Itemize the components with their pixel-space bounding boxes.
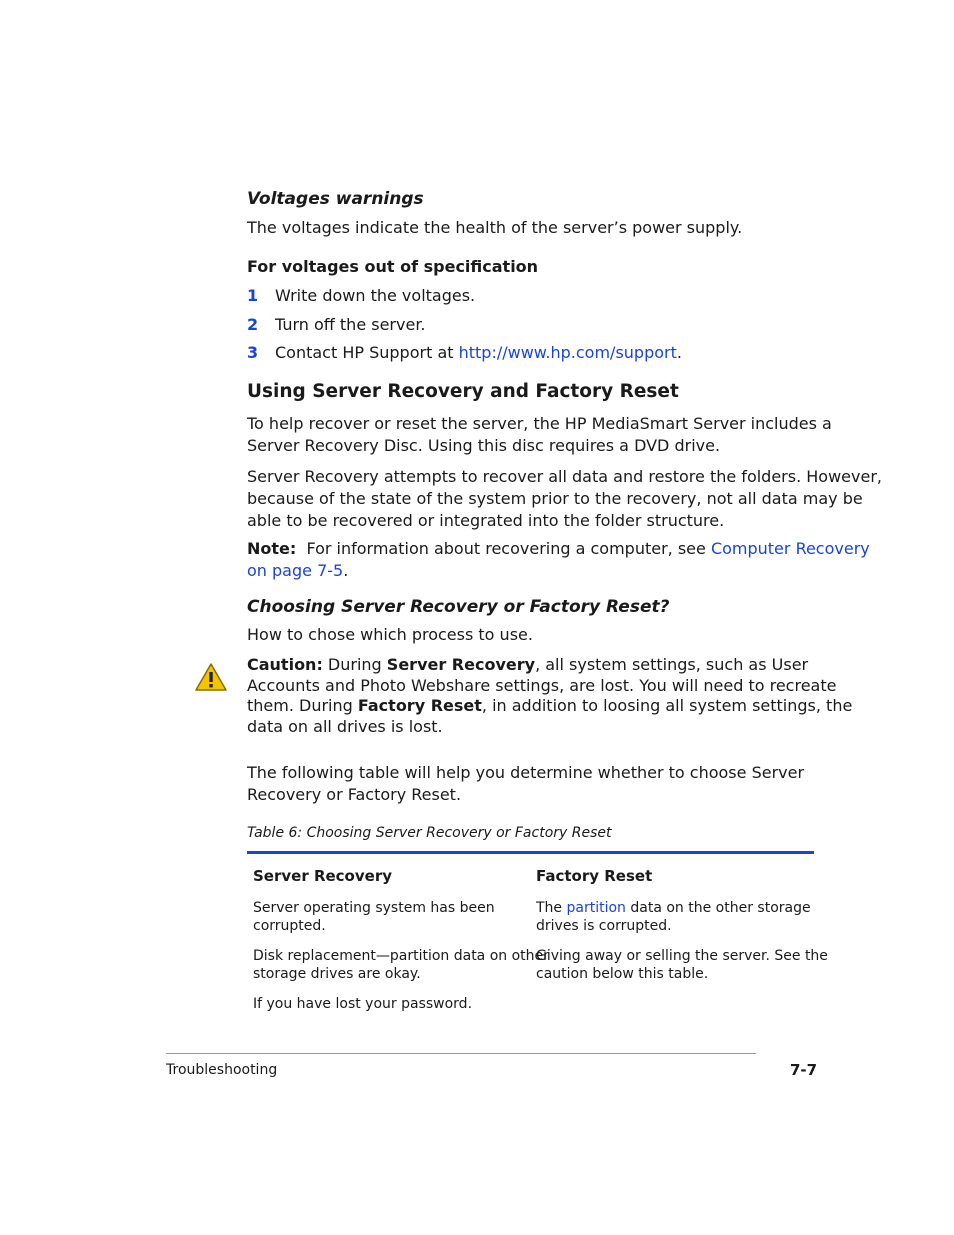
table-top-rule — [247, 851, 814, 854]
computer-recovery-link[interactable]: Computer Recovery — [710, 539, 870, 558]
subheading-out-of-spec: For voltages out of specification — [247, 257, 539, 276]
voltages-intro: The voltages indicate the health of the server’s power supply. — [247, 218, 743, 237]
cell-line: caution below this table. — [536, 966, 709, 982]
recovery-paragraph-2 — [247, 466, 882, 532]
cell-line: corrupted. — [253, 918, 326, 934]
hp-support-link[interactable]: http://www.hp.com/support — [458, 343, 677, 362]
caution-text: , all system settings, such as User — [535, 655, 809, 674]
table-cell — [536, 947, 828, 983]
note-label: Note: — [247, 539, 297, 558]
table-cell — [253, 995, 472, 1013]
warning-icon — [194, 662, 228, 692]
computer-recovery-link-page[interactable]: on page 7-5 — [247, 561, 344, 580]
caution-block — [247, 655, 852, 737]
cell-line: Giving away or selling the server. See the — [536, 948, 828, 964]
section-heading-recovery: Using Server Recovery and Factory Reset — [247, 381, 679, 402]
step-3 — [247, 342, 682, 364]
caution-text: data on all drives is lost. — [247, 716, 443, 736]
caution-label: Caution: — [247, 655, 323, 674]
step-number: 2 — [247, 315, 259, 334]
table-header-factory-reset: Factory Reset — [536, 867, 653, 885]
page-number: 7-7 — [790, 1061, 818, 1079]
recovery-paragraph-1 — [247, 413, 832, 457]
cell-line: drives is corrupted. — [536, 918, 672, 934]
note-text: For information about recovering a computer, see — [306, 539, 711, 558]
cell-text: The — [536, 900, 567, 916]
step-text: Turn off the server. — [275, 315, 426, 334]
paragraph-line: because of the state of the system prior to the recovery, not all data may be — [247, 489, 863, 508]
step-number: 3 — [247, 343, 259, 362]
caution-emphasis: Factory Reset — [357, 696, 482, 715]
table-caption: Table 6: Choosing Server Recovery or Factory Reset — [247, 825, 612, 841]
section-heading-choosing: Choosing Server Recovery or Factory Reset? — [247, 597, 670, 617]
table-intro — [247, 762, 804, 806]
table-cell — [253, 899, 495, 935]
step-2 — [247, 314, 426, 336]
partition-link[interactable]: partition — [566, 900, 626, 916]
paragraph-line: Server Recovery attempts to recover all data and restore the folders. However, — [247, 467, 882, 486]
paragraph-line: To help recover or reset the server, the HP MediaSmart Server includes a — [247, 414, 832, 433]
cell-line: Server operating system has been — [253, 900, 495, 916]
cell-line: If you have lost your password. — [253, 996, 473, 1012]
step-text: Contact HP Support at — [275, 343, 459, 362]
cell-line: storage drives are okay. — [253, 966, 421, 982]
paragraph-line: The following table will help you determine whether to choose Server — [247, 763, 805, 782]
caution-text: During — [322, 655, 387, 674]
paragraph-line: able to be recovered or integrated into the folder structure. — [247, 511, 725, 530]
caution-text: Accounts and Photo Webshare settings, are lost. You will need to recreate — [247, 675, 837, 695]
caution-text: them. During — [247, 696, 358, 715]
cell-line: Disk replacement—partition data on other — [253, 948, 549, 964]
table-cell — [536, 899, 811, 935]
section-heading-voltages: Voltages warnings — [247, 189, 424, 209]
footer-rule — [166, 1053, 756, 1054]
caution-emphasis: Server Recovery — [386, 655, 536, 674]
paragraph-line: Server Recovery Disc. Using this disc requires a DVD drive. — [247, 436, 721, 455]
step-1 — [247, 285, 476, 307]
choosing-intro: How to chose which process to use. — [247, 625, 533, 644]
step-number: 1 — [247, 286, 259, 305]
step-text-end: . — [676, 343, 682, 362]
paragraph-line: Recovery or Factory Reset. — [247, 785, 462, 804]
note-end: . — [343, 561, 349, 580]
table-cell — [253, 947, 549, 983]
table-header-server-recovery: Server Recovery — [253, 867, 392, 885]
caution-text: , in addition to loosing all system settings, the — [481, 696, 853, 715]
step-text: Write down the voltages. — [275, 286, 476, 305]
footer-section: Troubleshooting — [166, 1062, 278, 1078]
cell-text: data on the other storage — [625, 900, 811, 916]
recovery-note — [247, 538, 870, 582]
